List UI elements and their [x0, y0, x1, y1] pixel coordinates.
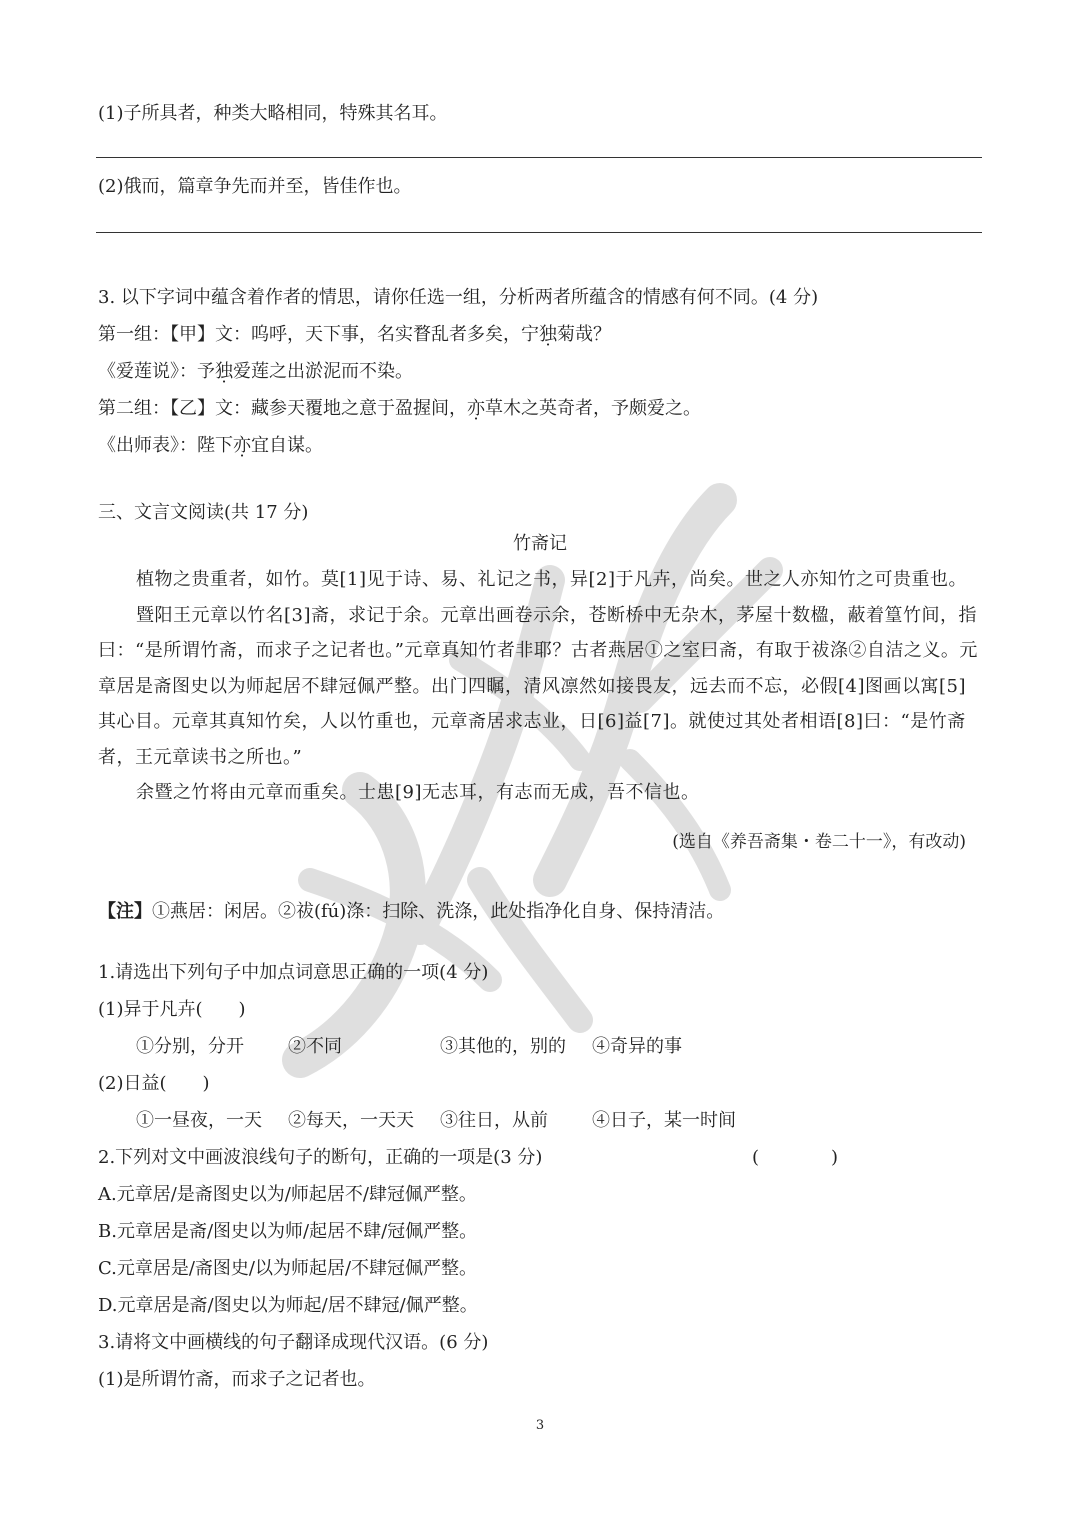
question-3-stem: 3. 以下字词中蕴含着作者的情思，请你任选一组，分析两者所蕴含的情感有何不同。(4 分) — [98, 287, 819, 308]
page-number: 3 — [535, 1418, 545, 1433]
option: ①一昼夜，一天 — [136, 1110, 262, 1131]
group-1-jia: 第一组：【甲】文：呜呼，天下事，名实瞀乱者多矣，宁独菊哉？ — [98, 324, 611, 345]
passage-paragraph-1: 植物之贵重者，如竹。莫[1]见于诗、易、礼记之书，异[2]于凡卉，尚矣。世之人亦知竹之可贵重也。 — [136, 569, 967, 590]
q2-option-d: D.元章居是斋/图史以为师起/居不肆冠/佩严整。 — [98, 1295, 478, 1316]
option: ②每天，一天天 — [288, 1110, 414, 1131]
answer-line-1 — [96, 157, 982, 158]
dotted-word: 亦 — [233, 435, 251, 456]
note — [98, 900, 724, 924]
translation-item-1: (1)子所具者，种类大略相同，特殊其名耳。 — [98, 103, 448, 124]
q3-item-1: (1)是所谓竹斋，而求子之记者也。 — [98, 1369, 376, 1390]
q3-stem: 3.请将文中画横线的句子翻译成现代汉语。(6 分) — [98, 1332, 489, 1353]
passage-source: (选自《养吾斋集・卷二十一》，有改动) — [672, 832, 966, 852]
translation-item-2: (2)俄而，篇章争先而并至，皆佳作也。 — [98, 176, 412, 197]
option: ④日子，某一时间 — [592, 1110, 736, 1131]
q2-option-a: A.元章居/是斋图史以为/师起居不/肆冠佩严整。 — [98, 1184, 477, 1205]
option: ③往日，从前 — [440, 1110, 548, 1131]
group-2-chushibiao: 《出师表》：陛下亦宜自谋。 — [98, 435, 323, 456]
q1-item-2-options — [136, 1109, 736, 1133]
dotted-word: 独 — [215, 361, 233, 382]
q1-item-1-options — [136, 1035, 682, 1059]
q2-answer-blank: ( ) — [752, 1147, 839, 1168]
section-heading: 三、文言文阅读(共 17 分) — [98, 502, 309, 523]
passage-body — [98, 562, 978, 811]
note-text: ①燕居：闲居。②祓(fú)涤：扫除、洗涤，此处指净化自身、保持清洁。 — [152, 901, 725, 922]
q2-option-b: B.元章居是斋/图史以为师/起居不肆/冠佩严整。 — [98, 1221, 478, 1242]
q1-stem: 1.请选出下列句子中加点词意思正确的一项(4 分) — [98, 962, 489, 983]
q2-stem: 2.下列对文中画波浪线句子的断句，正确的一项是(3 分) — [98, 1147, 543, 1168]
q1-item-1: (1)异于凡卉( ) — [98, 999, 246, 1020]
dotted-word: 亦 — [467, 398, 485, 419]
passage-title: 竹斋记 — [513, 533, 567, 554]
option: ②不同 — [288, 1036, 342, 1057]
group-2-yi: 第二组：【乙】文：藏参天覆地之意于盈握间，亦草木之英奇者，予颇爱之。 — [98, 398, 701, 419]
option: ③其他的，别的 — [440, 1036, 566, 1057]
q1-item-2: (2)日益( ) — [98, 1073, 210, 1094]
option: ④奇异的事 — [592, 1036, 682, 1057]
q2-option-c: C.元章居是/斋图史/以为师起居/不肆冠佩严整。 — [98, 1258, 478, 1279]
dotted-word: 独 — [539, 324, 557, 345]
answer-line-2 — [96, 232, 982, 233]
group-1-ailianshuo: 《爱莲说》：予独爱莲之出淤泥而不染。 — [98, 361, 413, 382]
passage-paragraph-2: 暨阳王元章以竹名[3]斋，求记于余。元章出画卷示余，苍断桥中无杂木，茅屋十数楹，蔽着篁竹间，指曰：“是所谓竹斋，而求子之记者也。”元章真知竹者非耶？古者燕居①之室曰斋，有取于祓涤②自洁之义。元章居是斋图史以为师起居不肆冠佩严整。出门四瞩，清风凛然如接畏友，远去而不忘，必假[4]图画以寓[5]其心目。元章其真知竹矣，人以竹重也，元章斋居求志业，日[6]益[7]。就使过其处者相语[8]曰：“是竹斋者，王元章读书之所也。” — [98, 604, 978, 768]
note-label: 【注】 — [98, 901, 152, 922]
option: ①分别，分开 — [136, 1036, 244, 1057]
passage-paragraph-3: 余暨之竹将由元章而重矣。士患[9]无志耳，有志而无成，吾不信也。 — [136, 782, 700, 803]
